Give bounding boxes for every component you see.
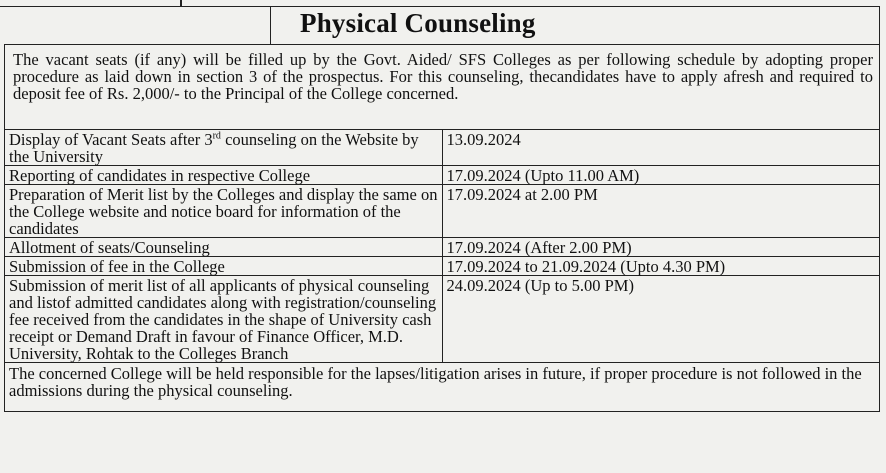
date-cell: 17.09.2024 (After 2.00 PM) (442, 238, 880, 257)
activity-cell: Allotment of seats/Counseling (5, 238, 443, 257)
intro-text: The vacant seats (if any) will be filled up by the Govt. Aided/ SFS Colleges as per following schedule by adopting proper procedure as laid down in section 3 of the prospectus. For this counseling, thecandidates have to apply afresh and required to deposit fee of Rs. 2,000/- to the Principal of the College concerned. (5, 45, 880, 130)
activity-text-cont: counseling on the Website by the University (9, 130, 419, 166)
activity-cell: Submission of merit list of all applicants of physical counseling and listof admitted candidates along with registration/counseling fee received from the candidates in the shape of University cash receipt or Demand Draft in favour of Finance Officer, M.D. University, Rohtak to the Colleges Branch (5, 276, 443, 363)
table-divider (180, 0, 182, 6)
activity-cell: Submission of fee in the College (5, 257, 443, 276)
date-cell: 17.09.2024 (Upto 11.00 AM) (442, 166, 880, 185)
table-row (5, 166, 880, 185)
date-cell: 13.09.2024 (442, 130, 880, 166)
activity-cell: Reporting of candidates in respective College (5, 166, 443, 185)
table-row (5, 185, 880, 238)
date-cell: 17.09.2024 to 21.09.2024 (Upto 4.30 PM) (442, 257, 880, 276)
date-cell: 24.09.2024 (Up to 5.00 PM) (442, 276, 880, 363)
intro-row (5, 45, 880, 130)
page-title: Physical Counseling (300, 8, 536, 38)
schedule-table (4, 44, 880, 412)
activity-cell (5, 130, 443, 166)
table-row (5, 276, 880, 363)
table-row (5, 257, 880, 276)
date-cell: 17.09.2024 at 2.00 PM (442, 185, 880, 238)
footer-note: The concerned College will be held responsible for the lapses/litigation arises in future, if proper procedure is not followed in the admissions during the physical counseling. (5, 363, 880, 412)
activity-text: Display of Vacant Seats after 3 (9, 130, 213, 149)
footer-row (5, 363, 880, 412)
activity-cell: Preparation of Merit list by the Colleges and display the same on the College website and notice board for information of the candidates (5, 185, 443, 238)
table-row (5, 238, 880, 257)
table-row (5, 130, 880, 166)
ordinal-suffix: rd (212, 130, 221, 142)
